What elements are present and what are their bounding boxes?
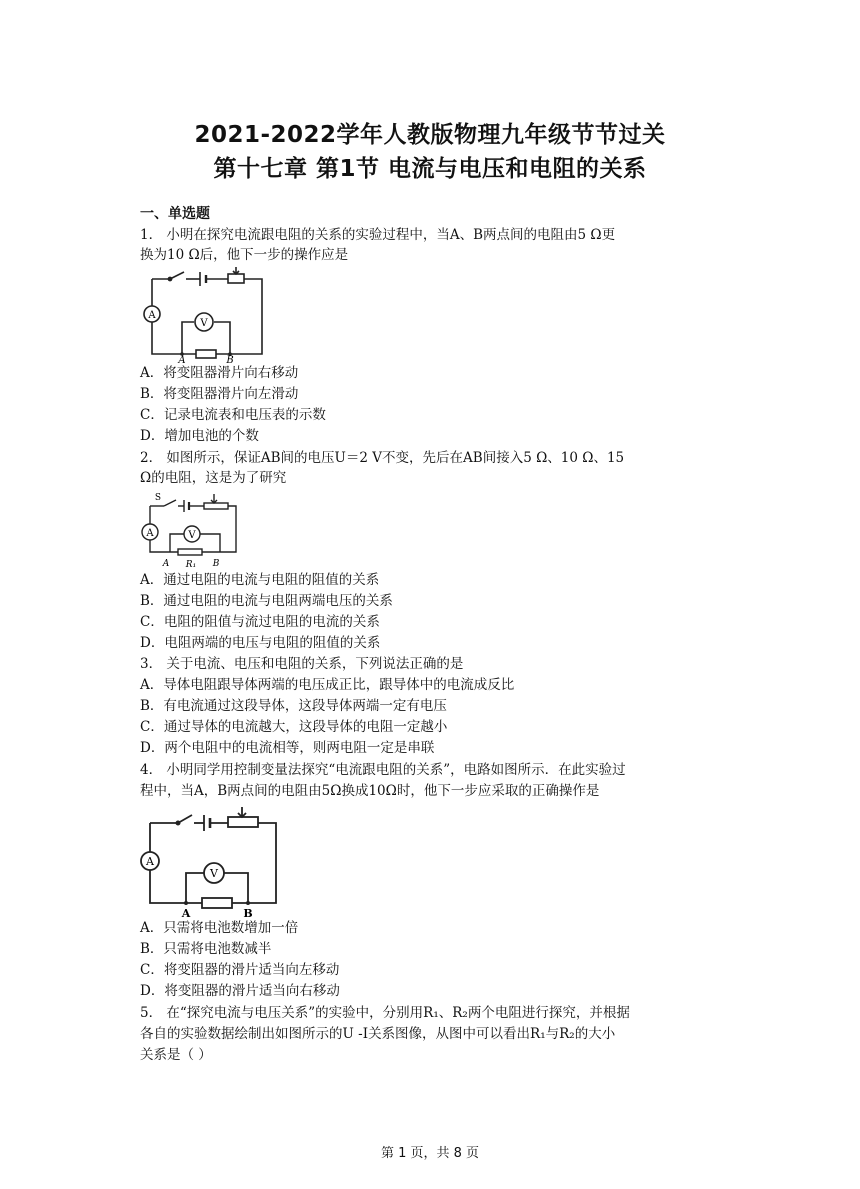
circuit-diagram-q1 xyxy=(140,266,270,364)
question-3-option-c: C．通过导体的电流越大，这段导体的电阻一定越小 xyxy=(140,719,448,735)
ammeter-label: A xyxy=(146,855,154,868)
question-4-option-c: C．将变阻器的滑片适当向左移动 xyxy=(140,962,340,978)
point-b-label: B xyxy=(226,355,234,364)
point-a-label: A xyxy=(162,559,170,569)
question-1-text-line1: 1． 小明在探究电流跟电阻的关系的实验过程中，当A、B两点间的电阻由5 Ω更 xyxy=(140,227,616,243)
page-title-line1: 2021-2022学年人教版物理九年级节节过关 xyxy=(194,122,666,148)
voltmeter-label: V xyxy=(200,318,208,329)
question-1-option-a: A．将变阻器滑片向右移动 xyxy=(140,365,299,381)
point-a-label: A xyxy=(178,355,186,364)
point-b-label: B xyxy=(212,559,220,569)
page-footer: 第 1 页，共 8 页 xyxy=(380,1146,480,1161)
question-5-text-line1: 5． 在“探究电流与电压关系”的实验中，分别用R₁、R₂两个电阻进行探究，并根据 xyxy=(140,1005,630,1021)
question-1-option-c: C．记录电流表和电压表的示数 xyxy=(140,407,326,423)
section-title: 一、单选题 xyxy=(140,206,210,222)
voltmeter-label: V xyxy=(210,867,218,880)
ammeter-label: A xyxy=(146,528,154,539)
question-1-option-b: B．将变阻器滑片向左滑动 xyxy=(140,386,299,402)
question-2-option-c: C．电阻的阻值与流过电阻的电流的关系 xyxy=(140,614,380,630)
question-2-option-d: D．电阻两端的电压与电阻的阻值的关系 xyxy=(140,635,381,651)
question-3-option-a: A．导体电阻跟导体两端的电压成正比，跟导体中的电流成反比 xyxy=(140,677,515,693)
point-b-label: B xyxy=(243,907,253,919)
question-2-option-b: B．通过电阻的电流与电阻两端电压的关系 xyxy=(140,593,393,609)
resistor-r1-label: R₁ xyxy=(185,560,197,570)
question-4-text-line1: 4． 小明同学用控制变量法探究“电流跟电阻的关系”，电路如图所示．在此实验过 xyxy=(140,762,626,778)
question-4-option-b: B．只需将电池数减半 xyxy=(140,941,272,957)
circuit-diagram-q4 xyxy=(138,803,284,919)
question-4-option-d: D．将变阻器的滑片适当向右移动 xyxy=(140,983,340,999)
question-5-text-line2: 各自的实验数据绘制出如图所示的U -I关系图像，从图中可以看出R₁与R₂的大小 xyxy=(140,1026,616,1042)
question-2-text-line1: 2． 如图所示，保证AB间的电压U＝2 V不变，先后在AB间接入5 Ω、10 Ω、15 xyxy=(140,450,625,466)
ammeter-label: A xyxy=(148,310,156,321)
point-a-label: A xyxy=(181,907,191,919)
voltmeter-label: V xyxy=(188,530,196,541)
question-3-text: 3． 关于电流、电压和电阻的关系，下列说法正确的是 xyxy=(140,656,464,672)
question-3-option-b: B．有电流通过这段导体，这段导体两端一定有电压 xyxy=(140,698,447,714)
page-title-line2: 第十七章 第1节 电流与电压和电阻的关系 xyxy=(213,156,647,182)
question-3-option-d: D．两个电阻中的电流相等，则两电阻一定是串联 xyxy=(140,740,435,756)
switch-label: S xyxy=(154,493,162,503)
question-4-option-a: A．只需将电池数增加一倍 xyxy=(140,920,299,936)
circuit-diagram-q2 xyxy=(136,490,244,572)
question-1-option-d: D．增加电池的个数 xyxy=(140,428,259,444)
question-1-text-line2: 换为10 Ω后，他下一步的操作应是 xyxy=(140,247,349,263)
question-5-text-line3: 关系是（ ） xyxy=(140,1047,212,1063)
question-2-option-a: A．通过电阻的电流与电阻的阻值的关系 xyxy=(140,572,380,588)
question-4-text-line2: 程中，当A，B两点间的电阻由5Ω换成10Ω时，他下一步应采取的正确操作是 xyxy=(140,783,600,799)
question-2-text-line2: Ω的电阻，这是为了研究 xyxy=(140,470,287,486)
